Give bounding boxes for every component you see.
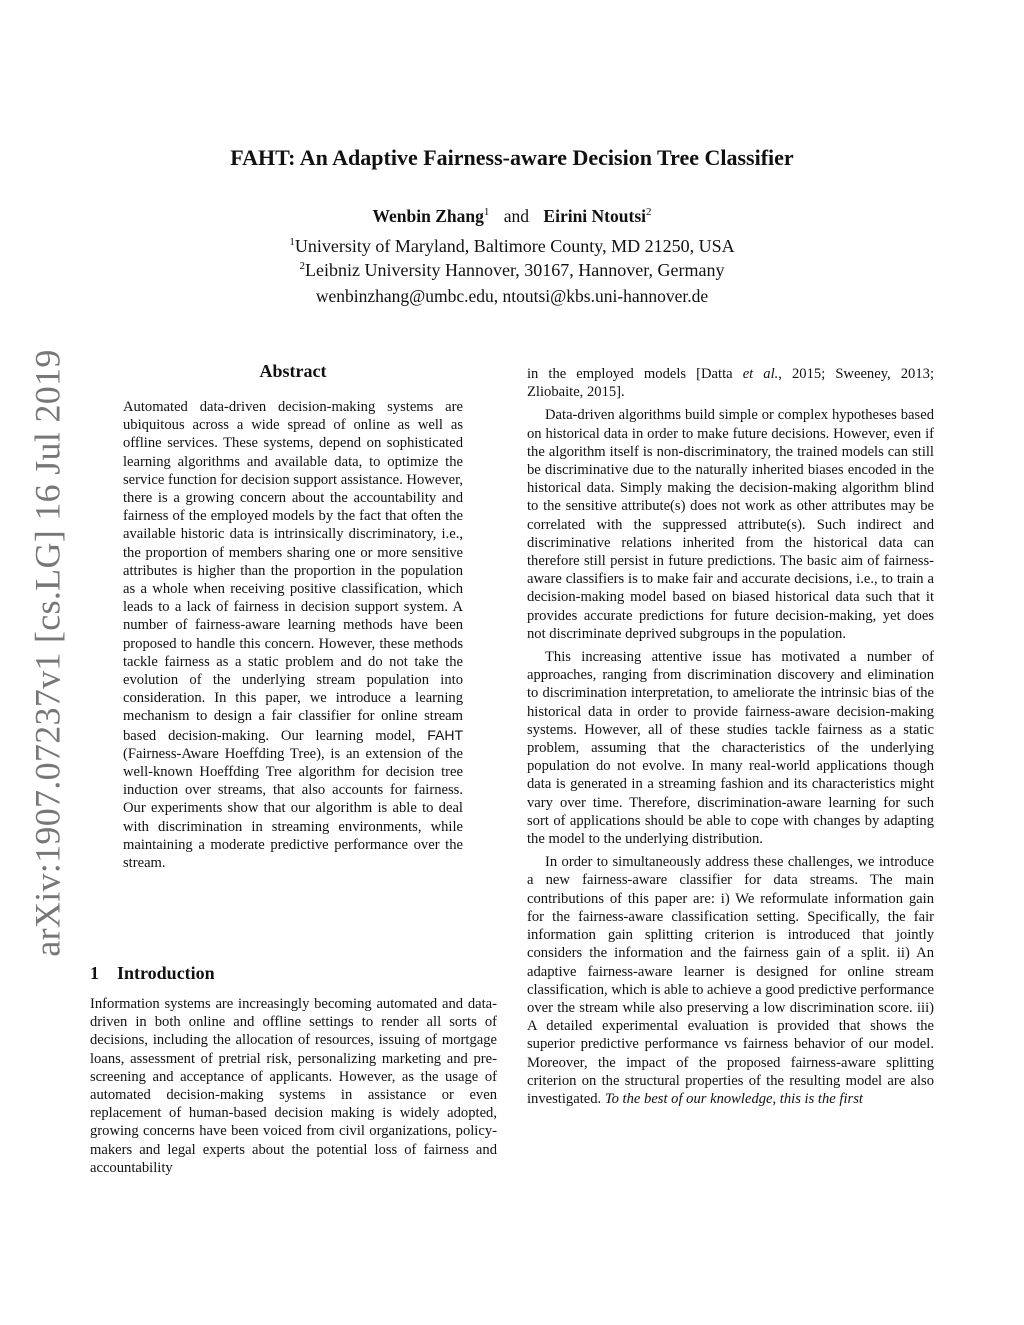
intro-paragraph-2: Data-driven algorithms build simple or complex hypotheses based on historical data in order to make future decisions. However, even if the algorithm itself is non-discriminatory, the trained models can still be discriminative due to the naturally inherited biases encoded in the historical data. Simply making the decision-making algorithm blind to the sensitive attribute(s) does not work as other attributes may be correlated with the suppressed attribute(s). Such indirect and discriminative relations inherited from the historical data can therefore still persist in future predictions. The basic aim of fairness-aware classifiers is to make fair and accurate decisions, i.e., to train a decision-making model based on biased historical data such that it provides accurate predictions for future decision-making, yet does not discriminate deprived subgroups in the population. xyxy=(527,407,934,642)
intro-paragraph-4-text: In order to simultaneously address these challenges, we introduce a new fairness-aware classifier for data streams. The main contributions of this paper are: i) We reformulate information gain for the fairness-aware classification setting. Specifically, the fair information gain splitting criterion is introduced that jointly considers the information and the fairness gain of a split. ii) An adaptive fairness-aware learner is designed for online stream classification, which is able to achieve a good predictive performance over the stream while also preserving a low discrimination score. iii) A detailed experimental evaluation is provided that shows the superior predictive performance vs fairness behavior of our model. Moreover, the impact of the proposed fairness-aware splitting criterion on the structural properties of the resulting model are also investigated. xyxy=(527,854,934,1107)
intro-paragraph-3: This increasing attentive issue has motivated a number of approaches, ranging from discrimination discovery and elimination to discrimination interpretation, to ameliorate the intrinsic bias of the historical data in order to provide fairness-aware decision-making systems. However, all of these studies tackle fairness as a static problem, assuming that the characteristics of the underlying population do not evolve. In many real-world applications though data is generated in a streaming fashion and its characteristics might vary over time. Therefore, discrimination-aware learning for such sort of applications should be able to cope with changes by adapting the model to the underlying distribution. xyxy=(527,649,934,848)
intro-paragraph-4 xyxy=(527,853,934,1108)
intro-paragraph-1: Information systems are increasingly becoming automated and data-driven in both online and offline settings to render all sorts of decisions, including the allocation of resources, issuing of mortgage loans, assessment of pretrial risk, personalizing marketing and pre-screening and acceptance of applicants. However, as the usage of automated decision-making systems in assistance or even replacement of human-based decision making is widely adopted, growing concerns have been voiced from civil organizations, policy-makers and legal experts about the potential loss of fairness and accountability xyxy=(90,996,497,1176)
intro-paragraph-1-continued xyxy=(527,365,934,401)
affiliation-1-text: University of Maryland, Baltimore County, MD 21250, USA xyxy=(294,236,735,256)
author-2: Eirini Ntoutsi xyxy=(543,206,646,226)
author-1: Wenbin Zhang xyxy=(372,206,484,226)
paper-title: FAHT: An Adaptive Fairness-aware Decision Tree Classifier xyxy=(230,145,794,170)
citation-before: in the employed models [Datta xyxy=(527,366,733,382)
arxiv-stamp xyxy=(28,348,68,957)
section-number: 1 xyxy=(90,963,99,983)
abstract-text-before: Automated data-driven decision-making systems are ubiquitous across a wide spread of online as well as offline services. These systems, depend on sophisticated learning algorithms and available data, to optimize the service function for decision support assistance. However, there is a growing concern about the accountability and fairness of the employed models by the fact that often the available historic data is intrinsically discriminatory, i.e., the proportion of members sharing one or more sensitive attributes is higher than the proportion in the population as a whole when receiving positive classification, which leads to a lack of fairness in decision support system. A number of fairness-aware learning methods have been proposed to handle this concern. However, these methods tackle fairness as a static problem and do not take the evolution of the underlying stream population into consideration. In this paper, we introduce a learning mechanism to design a fair classifier for online stream based decision-making. Our learning model, xyxy=(123,399,463,744)
affiliation-2-text: Leibniz University Hannover, 30167, Hannover, Germany xyxy=(305,260,725,280)
abstract-heading: Abstract xyxy=(259,361,327,381)
author-line xyxy=(0,206,1024,227)
affiliation-2-sup: 2 xyxy=(299,260,306,272)
intro-left-column xyxy=(90,995,497,1177)
affiliation-1-sup: 1 xyxy=(289,236,295,248)
affiliation-2 xyxy=(0,260,1024,281)
right-column xyxy=(527,365,934,1113)
affiliation-1 xyxy=(0,236,1024,257)
model-name: FAHT xyxy=(427,726,463,743)
author-1-sup: 1 xyxy=(483,206,490,218)
arxiv-id: arXiv:1907.07237v1 [cs.LG] 16 Jul 2019 xyxy=(28,348,68,957)
abstract-body xyxy=(123,398,463,872)
author-emails: wenbinzhang@umbc.edu, ntoutsi@kbs.uni-hannover.de xyxy=(315,286,709,306)
intro-paragraph-4-italic: To the best of our knowledge, this is the first xyxy=(604,1090,863,1107)
author-and: and xyxy=(503,206,530,226)
abstract-text-after: (Fairness-Aware Hoeffding Tree), is an extension of the well-known Hoeffding Tree algorithm for decision tree induction over streams, that also accounts for fairness. Our experiments show that our algorithm is able to deal with discrimination in streaming environments, while maintaining a moderate predictive performance over the stream. xyxy=(123,745,463,872)
author-2-sup: 2 xyxy=(646,206,652,218)
citation-etal: et al. xyxy=(742,366,779,382)
abstract-paragraph xyxy=(123,398,463,872)
citation-after: , 2015; Sweeney, 2013; Zliobaite, 2015]. xyxy=(527,366,935,401)
section-heading xyxy=(90,963,215,984)
section-title: Introduction xyxy=(117,963,215,983)
